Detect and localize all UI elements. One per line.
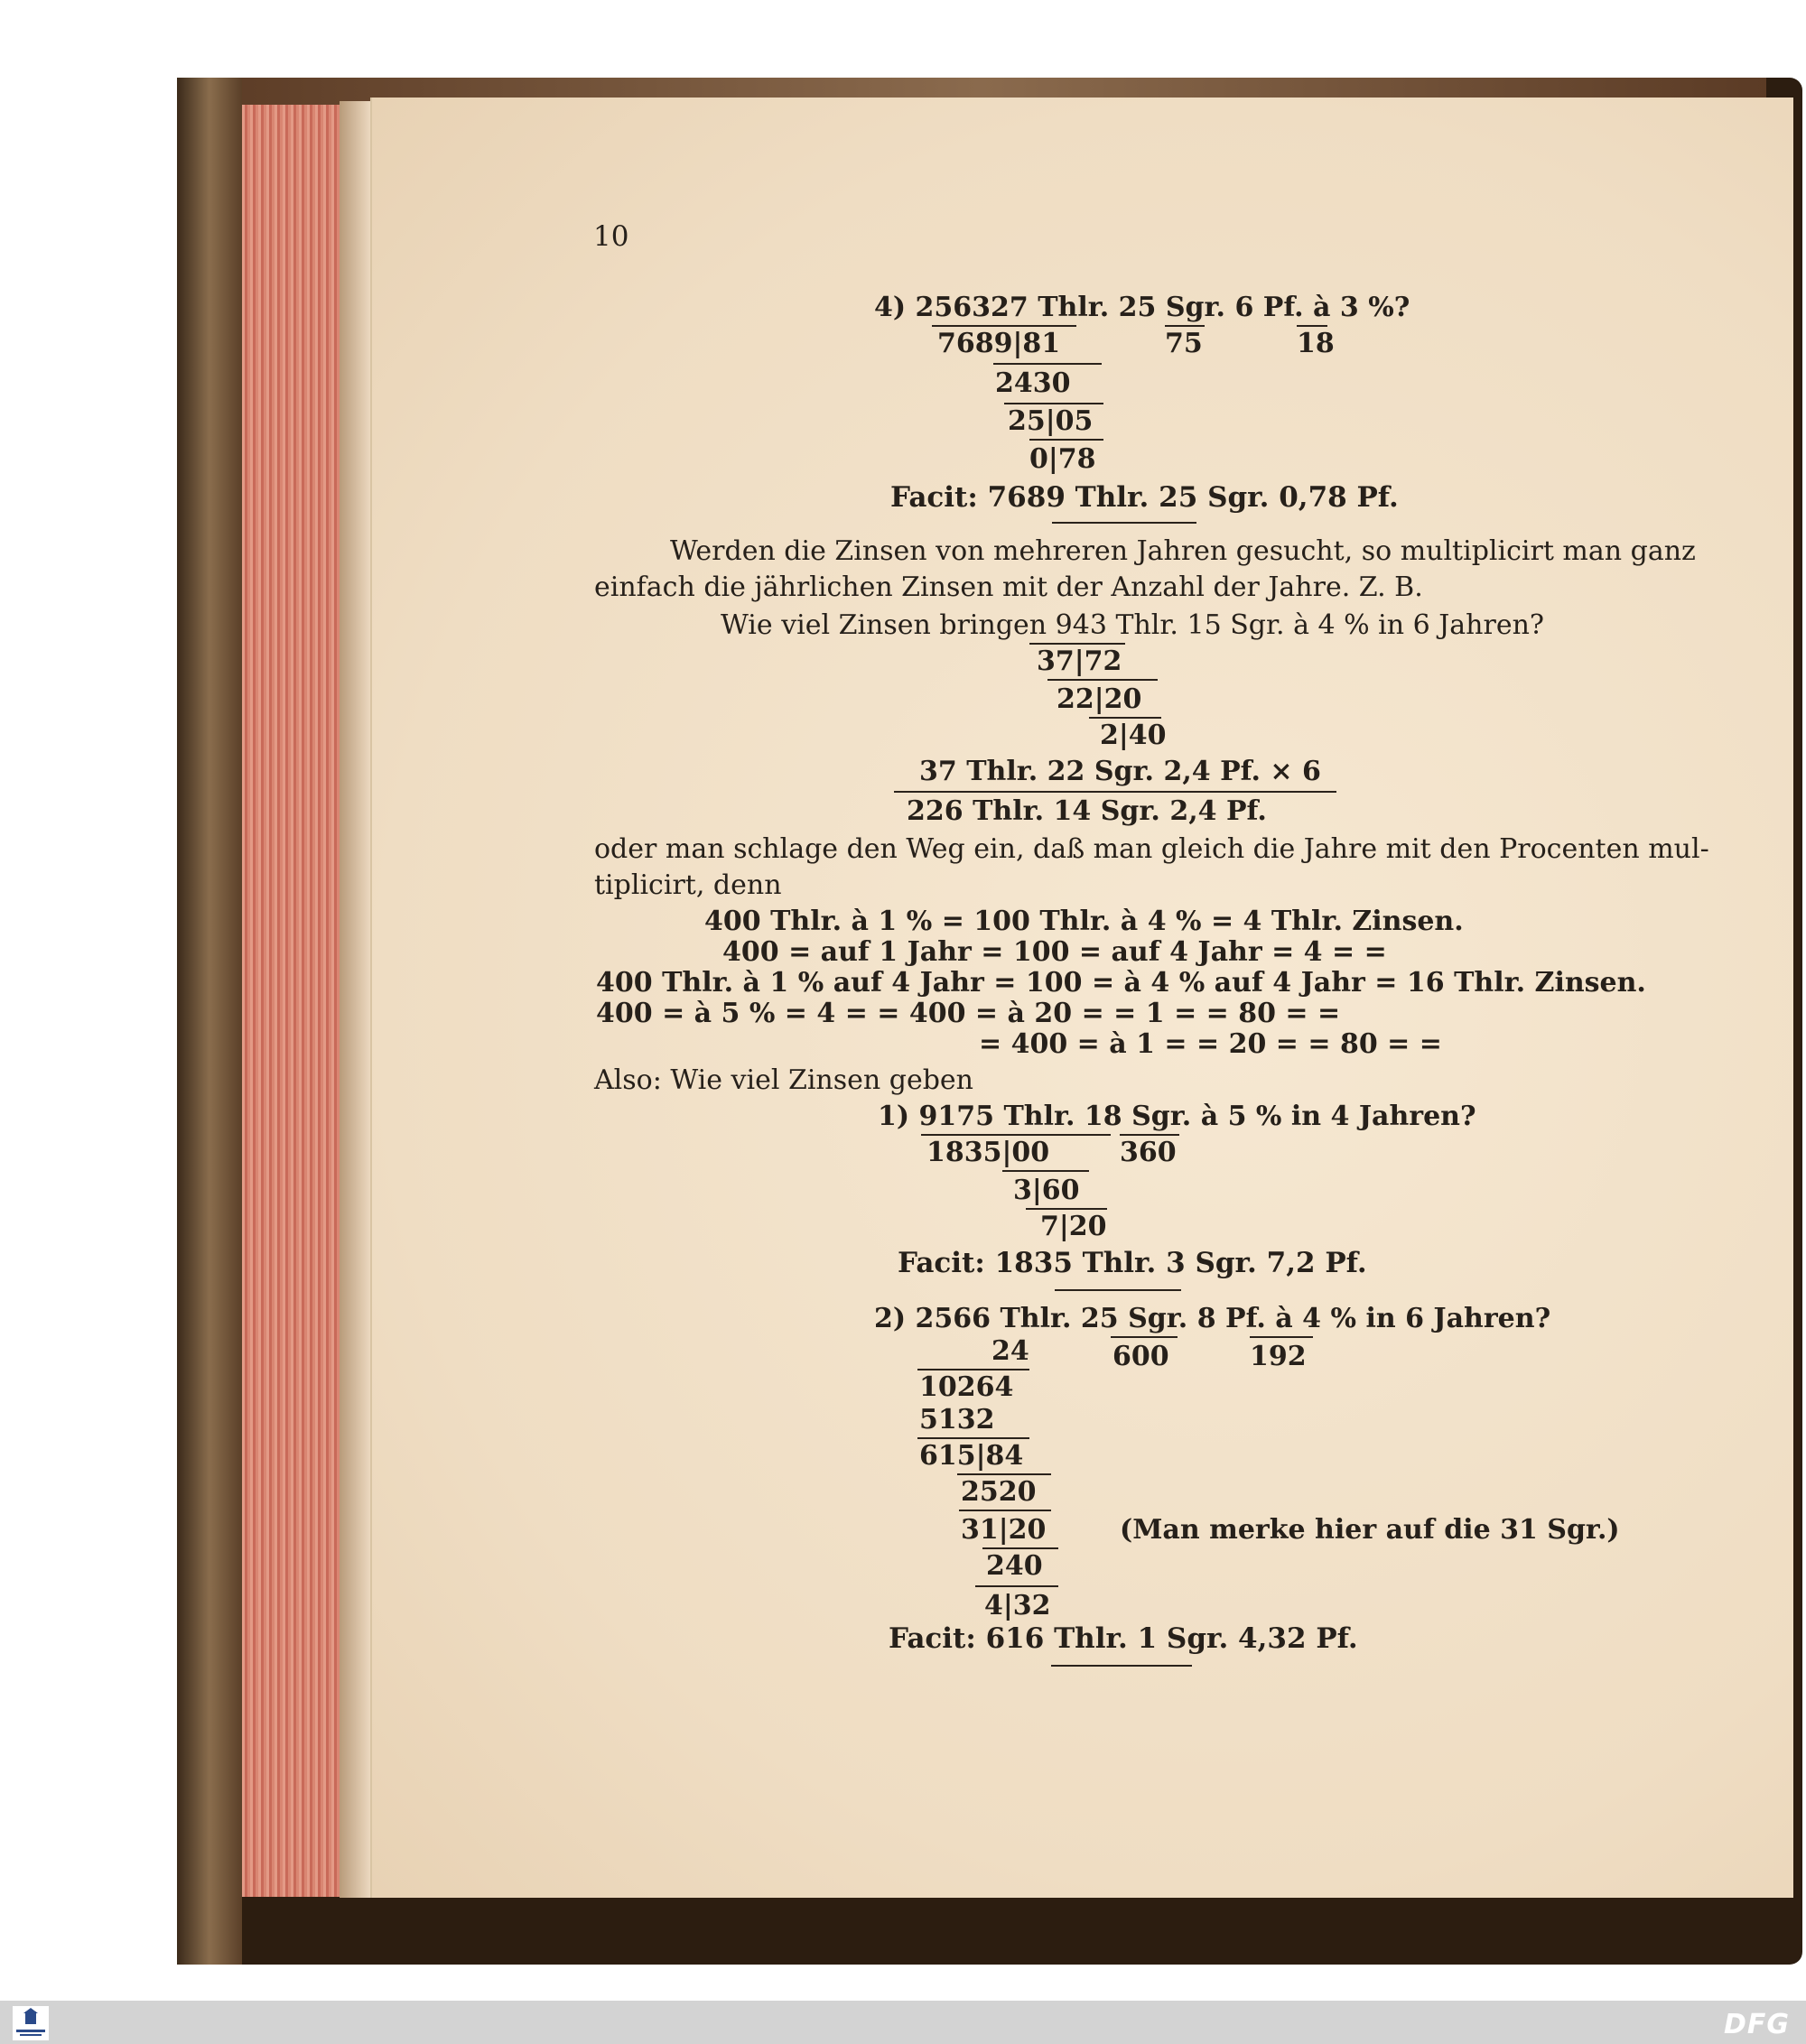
example-rule-3 bbox=[1089, 717, 1161, 719]
ex2-c6: 240 bbox=[986, 1550, 1043, 1582]
ex4-calc3: 25|05 bbox=[1008, 405, 1094, 437]
ex2-end-rule bbox=[1051, 1665, 1192, 1667]
para1-line2: einfach die jährlichen Zinsen mit der Anzahl der Jahre. Z. B. bbox=[594, 571, 1423, 603]
ex4-calc1-sgr: 75 bbox=[1165, 328, 1203, 359]
ex2-rule-3 bbox=[957, 1473, 1051, 1475]
ex4-calc2: 2430 bbox=[995, 367, 1071, 399]
ex4-underline-pf bbox=[1297, 325, 1327, 327]
ex2-facit: Facit: 616 Thlr. 1 Sgr. 4,32 Pf. bbox=[889, 1622, 1358, 1655]
ex2-c1: 10264 bbox=[919, 1371, 1014, 1403]
ex4-calc4: 0|78 bbox=[1029, 443, 1096, 475]
ex2-question: 2) 2566 Thlr. 25 Sgr. 8 Pf. à 4 % in 6 Jahren? bbox=[874, 1303, 1551, 1334]
ex2-c2: 5132 bbox=[919, 1404, 995, 1435]
ex4-calc1: 7689|81 bbox=[937, 328, 1061, 359]
ex4-calc1-pf: 18 bbox=[1297, 328, 1335, 359]
ex4-underline-sgr bbox=[1165, 325, 1205, 327]
dfg-logo: DFG bbox=[1723, 2009, 1790, 2040]
table-row-3: 400 Thlr. à 1 % auf 4 Jahr = 100 = à 4 % auf 4 Jahr = 16 Thlr. Zinsen. bbox=[596, 967, 1646, 999]
table-row-2: 400 = auf 1 Jahr = 100 = auf 4 Jahr = 4 = = bbox=[722, 936, 1387, 968]
book-spine-edge bbox=[177, 78, 242, 1965]
ex4-facit: Facit: 7689 Thlr. 25 Sgr. 0,78 Pf. bbox=[890, 481, 1399, 514]
table-row-5: = 400 = à 1 = = 20 = = 80 = = bbox=[979, 1028, 1442, 1060]
page-edges bbox=[242, 105, 343, 1897]
ex2-rule-4 bbox=[959, 1510, 1051, 1511]
ex2-rule-2 bbox=[917, 1437, 1029, 1439]
ex2-c600: 600 bbox=[1112, 1341, 1169, 1372]
example-mult: 37 Thlr. 22 Sgr. 2,4 Pf. × 6 bbox=[919, 756, 1321, 787]
ex1-rule-3 bbox=[1026, 1208, 1107, 1210]
ex4-question: 4) 256327 Thlr. 25 Sgr. 6 Pf. à 3 %? bbox=[874, 292, 1410, 323]
para2-line2: tiplicirt, denn bbox=[594, 869, 782, 901]
ex2-rule-5 bbox=[982, 1547, 1058, 1549]
table-row-1: 400 Thlr. à 1 % = 100 Thlr. à 4 % = 4 Thlr. Zinsen. bbox=[704, 906, 1464, 937]
ex4-underline-thlr bbox=[932, 325, 1076, 327]
table-row-4: 400 = à 5 % = 4 = = 400 = à 20 = = 1 = = 80 = = bbox=[596, 998, 1341, 1029]
ex2-rule-1 bbox=[917, 1369, 1029, 1370]
ex1-underline-thlr bbox=[921, 1134, 1111, 1136]
ex2-c192: 192 bbox=[1250, 1341, 1307, 1372]
ex4-rule-4 bbox=[1029, 439, 1103, 441]
ex1-c3: 7|20 bbox=[1040, 1211, 1107, 1242]
ex2-c7: 4|32 bbox=[984, 1590, 1051, 1621]
ex4-rule-2 bbox=[993, 363, 1102, 365]
ex1-facit: Facit: 1835 Thlr. 3 Sgr. 7,2 Pf. bbox=[898, 1247, 1367, 1279]
example-result-rule bbox=[894, 791, 1336, 793]
ex1-c1-sgr: 360 bbox=[1120, 1137, 1177, 1168]
page-number: 10 bbox=[593, 220, 629, 253]
ex1-underline-sgr bbox=[1120, 1134, 1179, 1136]
example-c1: 37|72 bbox=[1037, 646, 1122, 677]
ex2-underline-sgr bbox=[1111, 1336, 1178, 1338]
ex4-end-rule bbox=[1052, 522, 1196, 524]
ex2-note: (Man merke hier auf die 31 Sgr.) bbox=[1120, 1514, 1620, 1546]
example-c2: 22|20 bbox=[1057, 683, 1142, 715]
example-underline bbox=[1029, 643, 1125, 645]
para1-line1: Werden die Zinsen von mehreren Jahren gesucht, so multiplicirt man ganz bbox=[670, 535, 1696, 567]
example-result: 226 Thlr. 14 Sgr. 2,4 Pf. bbox=[907, 795, 1267, 827]
ex2-c4: 2520 bbox=[961, 1476, 1037, 1508]
viewer-footer-bar bbox=[0, 2001, 1806, 2044]
example-question: Wie viel Zinsen bringen 943 Thlr. 15 Sgr. à 4 % in 6 Jahren? bbox=[721, 609, 1544, 641]
institution-logo-icon bbox=[13, 2006, 49, 2040]
ex2-c3: 615|84 bbox=[919, 1440, 1024, 1472]
ex1-question: 1) 9175 Thlr. 18 Sgr. à 5 % in 4 Jahren? bbox=[878, 1101, 1476, 1132]
ex1-end-rule bbox=[1055, 1289, 1181, 1291]
ex2-rule-6 bbox=[975, 1585, 1058, 1587]
also-line: Also: Wie viel Zinsen geben bbox=[594, 1064, 973, 1096]
ex2-underline-pf bbox=[1250, 1336, 1313, 1338]
ex1-c2: 3|60 bbox=[1013, 1175, 1080, 1206]
ex2-c24: 24 bbox=[991, 1335, 1029, 1367]
page-gutter bbox=[340, 101, 372, 1898]
ex1-rule-2 bbox=[1002, 1170, 1089, 1172]
ex1-c1: 1835|00 bbox=[926, 1137, 1050, 1168]
example-rule-2 bbox=[1047, 679, 1158, 681]
example-c3: 2|40 bbox=[1100, 720, 1167, 751]
ex2-c5: 31|20 bbox=[961, 1514, 1047, 1546]
para2-line1: oder man schlage den Weg ein, daß man gleich die Jahre mit den Procenten mul- bbox=[594, 833, 1709, 865]
ex4-rule-3 bbox=[1004, 403, 1103, 404]
